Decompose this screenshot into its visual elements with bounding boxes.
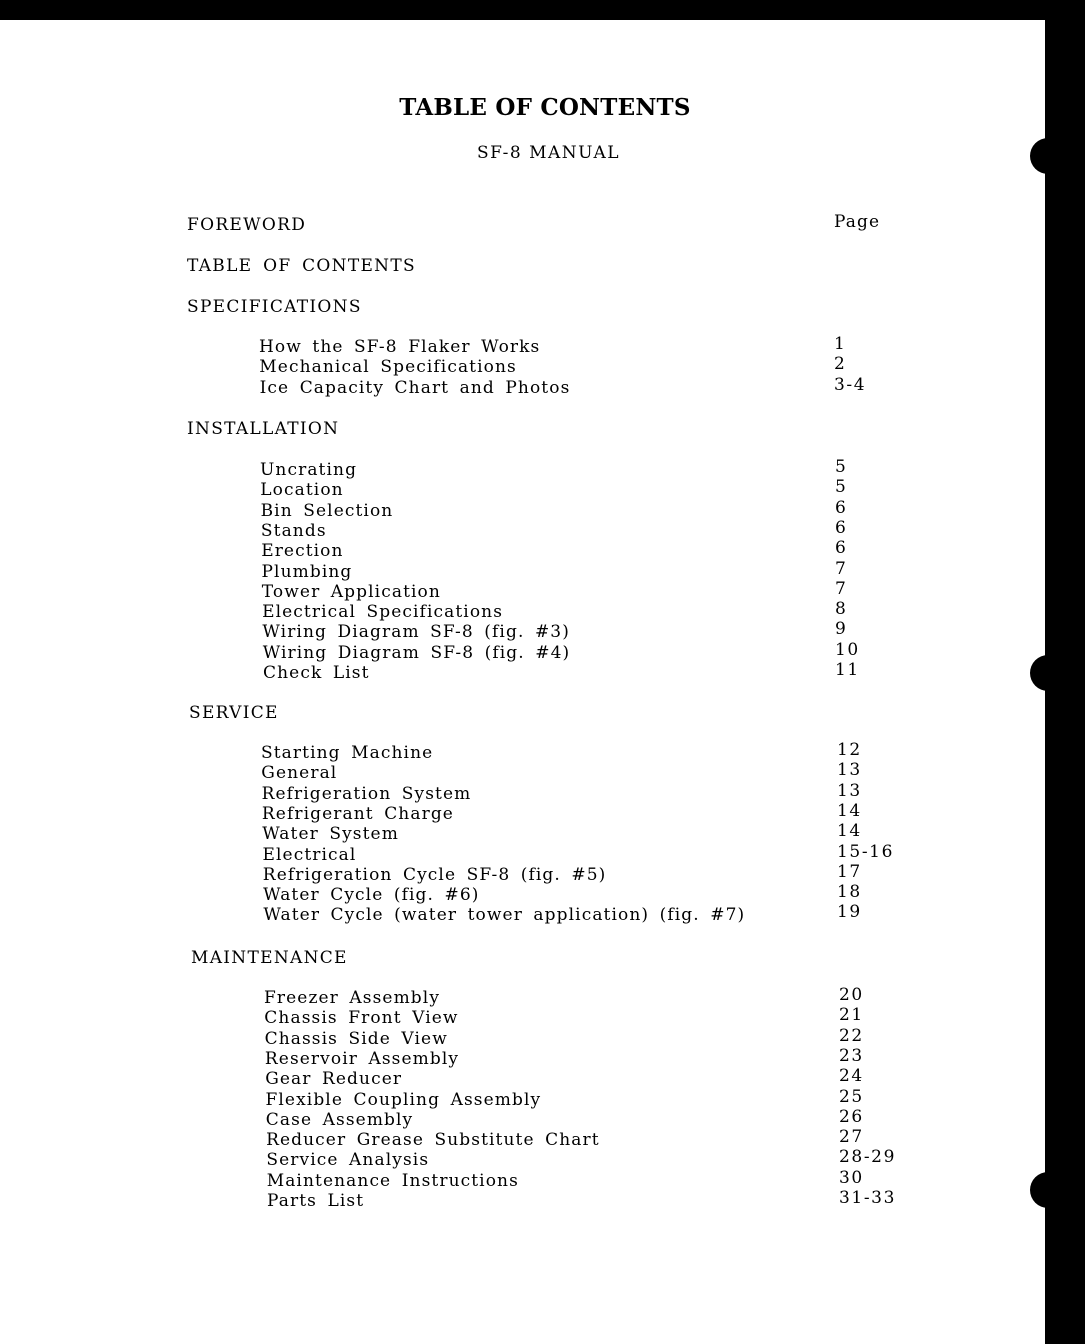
toc-entry-page: 5 bbox=[835, 477, 848, 498]
toc-entry-page: 22 bbox=[839, 1025, 864, 1046]
toc-entry-title: Case Assembly bbox=[265, 1109, 414, 1130]
toc-entry-page: 17 bbox=[837, 861, 862, 882]
toc-entry-page: 6 bbox=[835, 517, 848, 538]
toc-section-foreword: FOREWORD bbox=[187, 215, 307, 235]
binder-hole-middle bbox=[1030, 655, 1066, 691]
toc-entry-title: Water Cycle (water tower application) (fig. #7) bbox=[263, 905, 746, 926]
toc-entry-page: 28-29 bbox=[839, 1147, 897, 1168]
toc-entry-page: 9 bbox=[835, 619, 848, 640]
toc-entry-title: Location bbox=[260, 480, 344, 501]
toc-entry-title: Refrigeration System bbox=[261, 783, 472, 804]
toc-entry-page: 12 bbox=[837, 740, 862, 760]
toc-entry-title: Service Analysis bbox=[266, 1150, 430, 1171]
toc-entry-page: 31-33 bbox=[839, 1188, 897, 1208]
toc-entry-page: 5 bbox=[835, 457, 848, 477]
toc-entry-title: Electrical Specifications bbox=[262, 602, 504, 623]
toc-entry-page: 25 bbox=[839, 1086, 864, 1107]
toc-entry-title: Stands bbox=[260, 520, 327, 541]
toc-entry-title: Water Cycle (fig. #6) bbox=[263, 885, 480, 906]
toc-entry-title: Chassis Front View bbox=[264, 1008, 459, 1029]
toc-entry-title: Maintenance Instructions bbox=[266, 1170, 519, 1191]
toc-entry-page: 7 bbox=[835, 578, 848, 599]
toc-entry-title: Freezer Assembly bbox=[264, 988, 441, 1008]
toc-entry-title: Wiring Diagram SF-8 (fig. #4) bbox=[262, 642, 571, 663]
toc-entry-page: 6 bbox=[835, 538, 848, 559]
toc-entry-page: 3-4 bbox=[834, 374, 867, 395]
toc-entry-page: 14 bbox=[837, 800, 862, 821]
toc-entry-page: 30 bbox=[839, 1167, 864, 1188]
toc-entry-page: 11 bbox=[835, 660, 860, 680]
toc-entry-title: Ice Capacity Chart and Photos bbox=[259, 377, 571, 398]
toc-entry-page: 6 bbox=[835, 497, 848, 518]
toc-entry-title: Water System bbox=[262, 824, 399, 845]
toc-entry-page: 2 bbox=[834, 354, 847, 375]
toc-entry-title: Bin Selection bbox=[260, 500, 394, 521]
toc-entry-title: Erection bbox=[261, 541, 344, 562]
page-column-header: Page bbox=[834, 212, 881, 232]
toc-section-installation: INSTALLATION bbox=[187, 419, 340, 439]
toc-entry-page: 13 bbox=[837, 780, 862, 801]
toc-entry-page: 19 bbox=[837, 902, 862, 923]
toc-section-maintenance: MAINTENANCE bbox=[191, 948, 348, 968]
toc-entry-page: 14 bbox=[837, 821, 862, 842]
toc-entry-page: 1 bbox=[834, 334, 847, 354]
toc-entry-page: 18 bbox=[837, 882, 862, 903]
page-subtitle: SF-8 MANUAL bbox=[476, 143, 621, 163]
toc-entry-title: Plumbing bbox=[261, 561, 353, 582]
toc-entry-page: 20 bbox=[839, 985, 864, 1005]
page-title: TABLE OF CONTENTS bbox=[399, 94, 691, 121]
toc-entry-title: Refrigerant Charge bbox=[261, 803, 454, 824]
toc-entry-title: Refrigeration Cycle SF-8 (fig. #5) bbox=[262, 864, 607, 885]
toc-entry-title: General bbox=[261, 763, 338, 784]
toc-entry-title: Flexible Coupling Assembly bbox=[265, 1089, 542, 1110]
toc-entry-page: 10 bbox=[835, 639, 860, 660]
toc-entry-title: Wiring Diagram SF-8 (fig. #3) bbox=[262, 622, 570, 643]
toc-entry-title: Tower Application bbox=[261, 581, 441, 602]
toc-entry-title: Mechanical Specifications bbox=[259, 357, 517, 378]
toc-entry-page: 15-16 bbox=[837, 841, 895, 862]
toc-entry-title: Parts List bbox=[267, 1191, 365, 1211]
toc-section-specifications: SPECIFICATIONS bbox=[187, 297, 362, 317]
toc-entry-title: Starting Machine bbox=[261, 743, 434, 763]
toc-entry-title: Chassis Side View bbox=[264, 1028, 448, 1049]
toc-entry-page: 24 bbox=[839, 1066, 864, 1087]
toc-entry-title: Check List bbox=[263, 663, 370, 683]
toc-section-table-of-contents: TABLE OF CONTENTS bbox=[187, 256, 416, 276]
toc-entry-page: 8 bbox=[835, 599, 848, 620]
toc-entry-title: Electrical bbox=[262, 844, 357, 865]
toc-section-service: SERVICE bbox=[189, 703, 279, 723]
toc-entry-page: 27 bbox=[839, 1127, 864, 1148]
scan-border-top bbox=[0, 0, 1085, 20]
toc-entry-page: 21 bbox=[839, 1005, 864, 1026]
toc-entry-title: Uncrating bbox=[260, 460, 358, 480]
toc-entry-title: Gear Reducer bbox=[265, 1069, 403, 1090]
toc-entry-title: Reservoir Assembly bbox=[264, 1048, 460, 1069]
toc-entry-page: 13 bbox=[837, 760, 862, 781]
toc-entry-page: 7 bbox=[835, 558, 848, 579]
binder-hole-bottom bbox=[1030, 1172, 1066, 1208]
toc-entry-page: 26 bbox=[839, 1106, 864, 1127]
toc-entry-page: 23 bbox=[839, 1045, 864, 1066]
toc-entry-title: How the SF-8 Flaker Works bbox=[259, 337, 541, 357]
toc-entry-title: Reducer Grease Substitute Chart bbox=[266, 1130, 600, 1151]
